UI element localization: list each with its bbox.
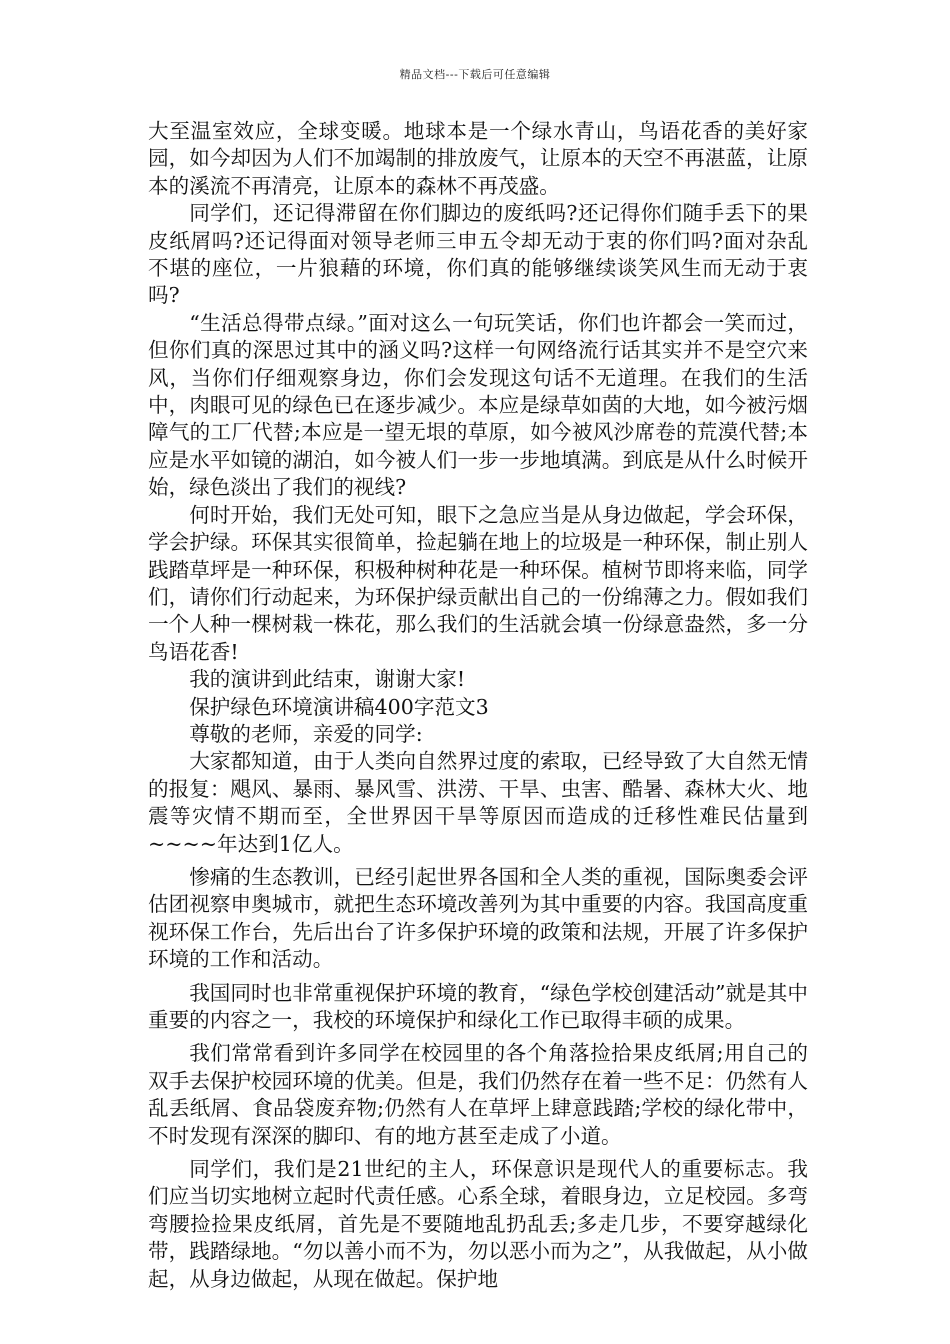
paragraph: 大至温室效应，全球变暖。地球本是一个绿水青山，鸟语花香的美好家园，如今却因为人们不加竭制的排放废气，让原本的天空不再湛蓝，让原本的溪流不再清亮，让原本的森林不再茂盛。 xyxy=(148,119,808,198)
paragraph: “生活总得带点绿。”面对这么一句玩笑话，你们也许都会一笑而过，但你们真的深思过其中的涵义吗?这样一句网络流行话其实并不是空穴来风，当你们仔细观察身边，你们会发现这句话不无道理。在我们的生活中，肉眼可见的绿色已在逐步减少。本应是绿草如茵的大地，如今被污烟障气的工厂代替;本应是一望无垠的草原，如今被风沙席卷的荒漠代替;本应是水平如镜的湖泊，如今被人们一步一步地填满。到底是从什么时候开始，绿色淡出了我们的视线? xyxy=(148,310,808,500)
paragraph: 惨痛的生态教训，已经引起世界各国和全人类的重视，国际奥委会评估团视察申奥城市，就把生态环境改善列为其中重要的内容。我国高度重视环保工作台，先后出台了许多保护环境的政策和法规，开展了许多保护环境的工作和活动。 xyxy=(148,864,808,972)
paragraph: 我国同时也非常重视保护环境的教育，“绿色学校创建活动”就是其中重要的内容之一，我校的环境保护和绿化工作已取得丰硕的成果。 xyxy=(148,980,808,1032)
paragraph: 我的演讲到此结束，谢谢大家! xyxy=(189,667,466,692)
paragraph: 我们常常看到许多同学在校园里的各个角落捡拾果皮纸屑;用自己的双手去保护校园环境的优美。但是，我们仍然存在着一些不足：仍然有人乱丢纸屑、食品袋废弃物;仍然有人在草坪上肆意践踏;学校的绿化带中，不时发现有深深的脚印、有的地方甚至走成了小道。 xyxy=(148,1041,808,1148)
paragraph: 大家都知道，由于人类向自然界过度的索取，已经导致了大自然无情的报复：飓风、暴雨、暴风雪、洪涝、干旱、虫害、酷暑、森林大火、地震等灾情不期而至，全世界因干旱等原因而造成的迁移性难民估量到~~~~年达到1亿人。 xyxy=(148,749,808,856)
paragraph: 同学们，我们是21世纪的主人，环保意识是现代人的重要标志。我们应当切实地树立起时代责任感。心系全球，着眼身边，立足校园。多弯弯腰捡捡果皮纸屑，首先是不要随地乱扔乱丢;多走几步，不要穿越绿化带，践踏绿地。“勿以善小而不为，勿以恶小而为之”，从我做起，从小做起，从身边做起，从现在做起。保护地 xyxy=(148,1157,808,1291)
document-body xyxy=(148,118,808,1293)
section-title: 保护绿色环境演讲稿400字范文3 xyxy=(189,694,489,719)
page-header: 精品文档---下载后可任意编辑 xyxy=(399,68,551,81)
salutation: 尊敬的老师，亲爱的同学: xyxy=(189,721,423,746)
paragraph: 何时开始，我们无处可知，眼下之急应当是从身边做起，学会环保，学会护绿。环保其实很简单，捡起躺在地上的垃圾是一种环保，制止别人践踏草坪是一种环保，积极种树种花是一种环保。植树节即将来临，同学们，请你们行动起来，为环保护绿贡献出自己的一份绵薄之力。假如我们一个人种一棵树栽一株花，那么我们的生活就会填一份绿意盎然，多一分鸟语花香! xyxy=(148,502,808,664)
paragraph: 同学们，还记得滞留在你们脚边的废纸吗?还记得你们随手丢下的果皮纸屑吗?还记得面对领导老师三申五令却无动于衷的你们吗?面对杂乱不堪的座位，一片狼藉的环境，你们真的能够继续谈笑风生而无动于衷吗? xyxy=(148,201,808,308)
